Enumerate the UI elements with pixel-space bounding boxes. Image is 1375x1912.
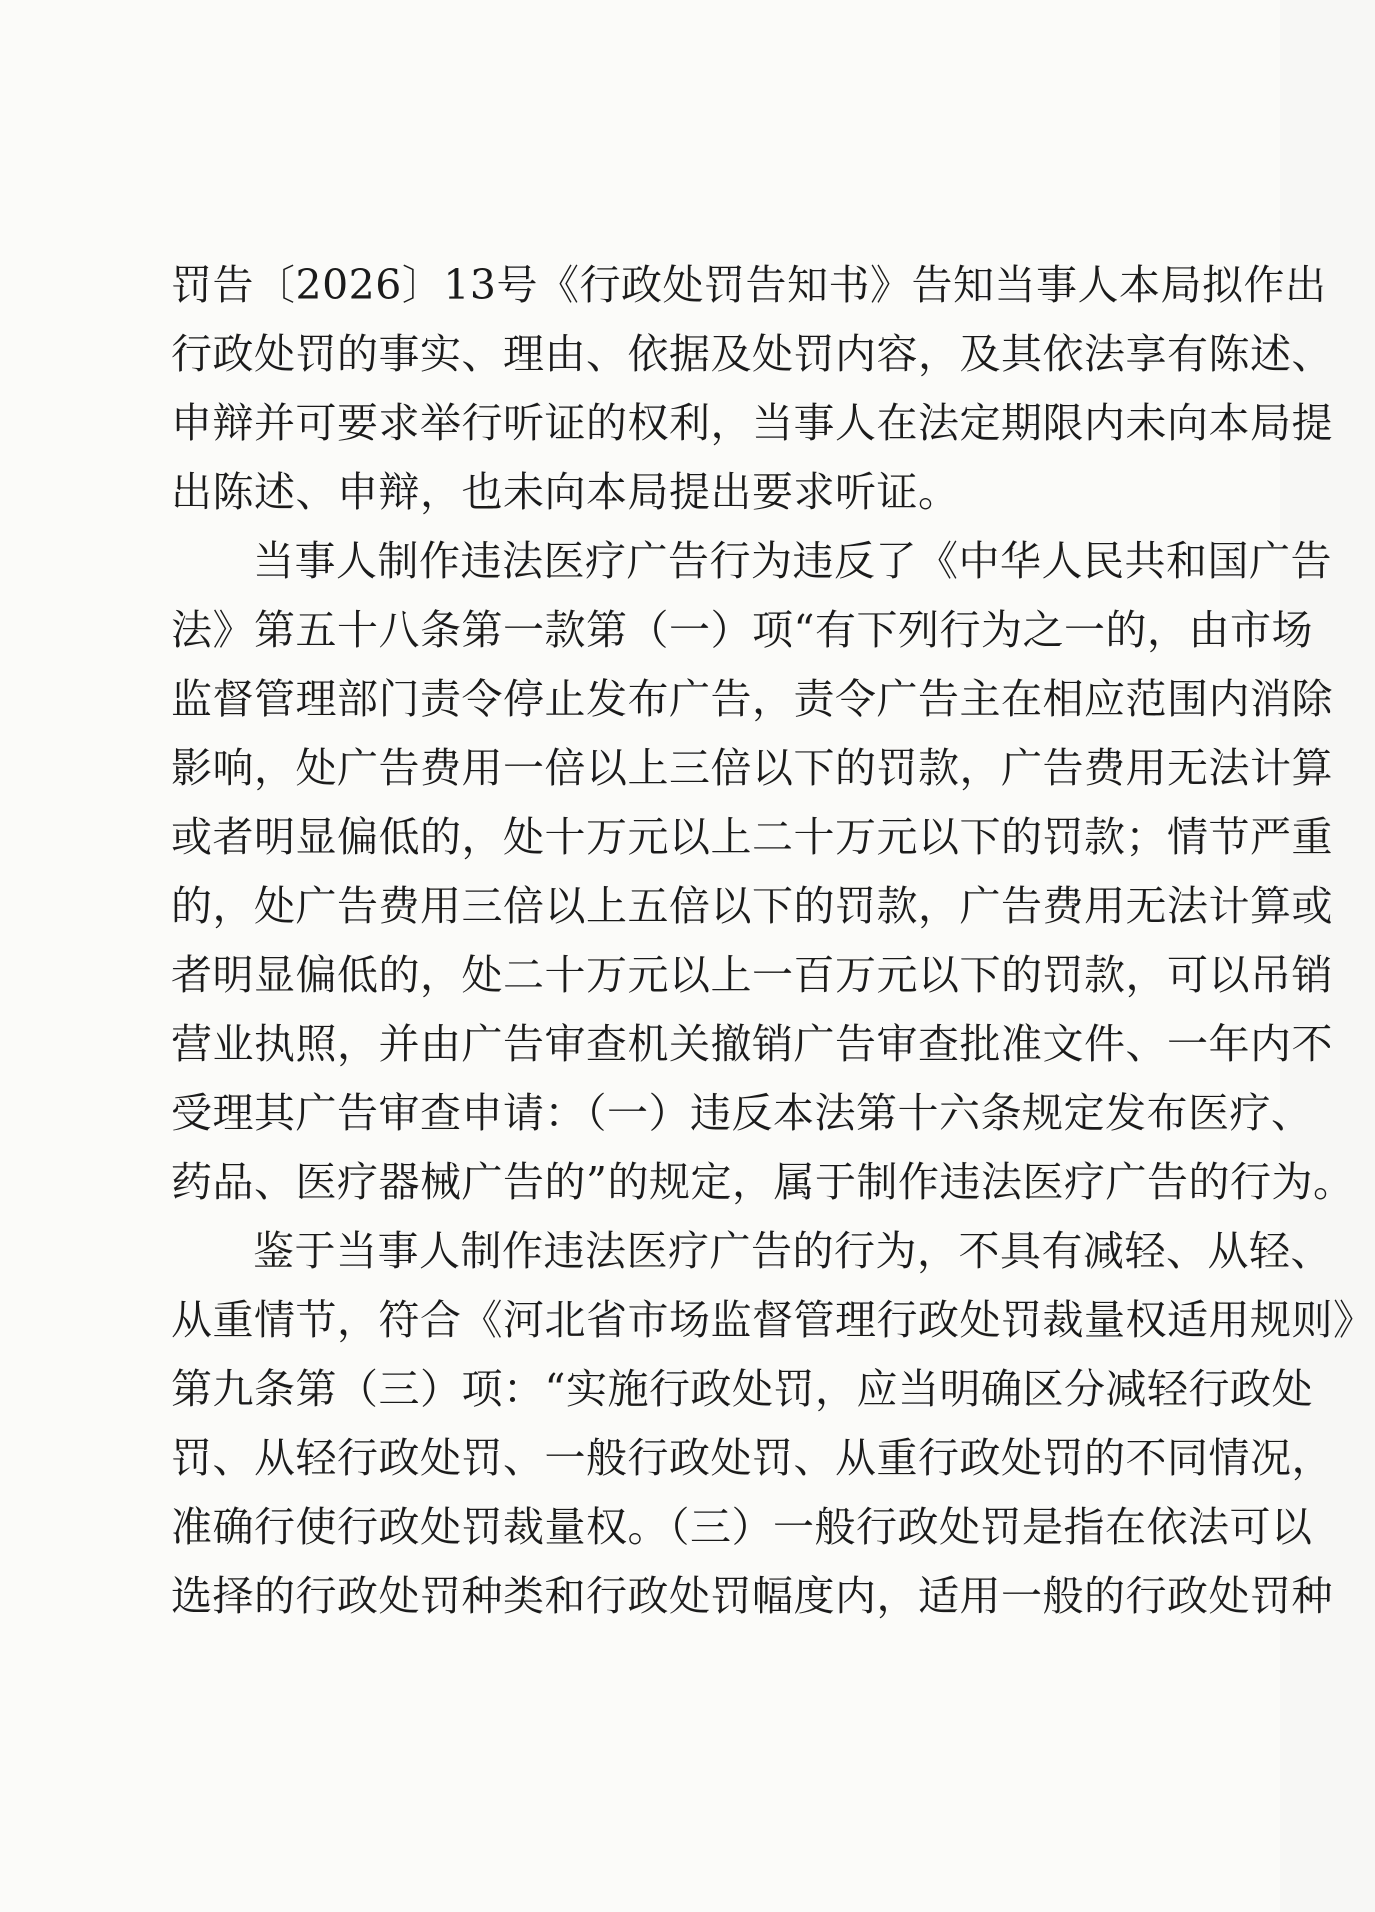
text-line: 选择的行政处罚种类和行政处罚幅度内，适用一般的行政处罚种: [171, 1572, 1333, 1620]
text-line: 影响，处广告费用一倍以上三倍以下的罚款，广告费用无法计算: [171, 744, 1333, 792]
text-line: 的，处广告费用三倍以上五倍以下的罚款，广告费用无法计算或: [171, 882, 1333, 930]
text-line: 行政处罚的事实、理由、依据及处罚内容，及其依法享有陈述、: [171, 330, 1333, 378]
paragraph-1: [171, 251, 1333, 527]
text-line: 当事人制作违法医疗广告行为违反了《中华人民共和国广告: [253, 537, 1332, 585]
text-line: 受理其广告审查申请：（一）违反本法第十六条规定发布医疗、: [171, 1089, 1313, 1137]
text-line: 鉴于当事人制作违法医疗广告的行为，不具有减轻、从轻、: [253, 1227, 1332, 1275]
paragraph-2: [171, 527, 1355, 1217]
text-line: 营业执照，并由广告审查机关撤销广告审查批准文件、一年内不: [171, 1020, 1333, 1068]
text-line: 监督管理部门责令停止发布广告，责令广告主在相应范围内消除: [171, 675, 1333, 723]
text-line: 罚、从轻行政处罚、一般行政处罚、从重行政处罚的不同情况，: [171, 1434, 1333, 1482]
document-body: [171, 251, 1375, 1631]
text-line: 出陈述、申辩，也未向本局提出要求听证。: [171, 468, 960, 516]
text-line: 第九条第（三）项：“实施行政处罚，应当明确区分减轻行政处: [171, 1365, 1313, 1413]
text-line: 者明显偏低的，处二十万元以上一百万元以下的罚款，可以吊销: [171, 951, 1333, 999]
text-line: 准确行使行政处罚裁量权。（三）一般行政处罚是指在依法可以: [171, 1503, 1313, 1551]
text-line: 申辩并可要求举行听证的权利，当事人在法定期限内未向本局提: [171, 399, 1333, 447]
text-line: 法》第五十八条第一款第（一）项“有下列行为之一的，由市场: [171, 606, 1313, 654]
text-line: 罚告〔2026〕13号《行政处罚告知书》告知当事人本局拟作出: [171, 261, 1327, 309]
paragraph-3: [171, 1217, 1375, 1631]
text-line: 从重情节，符合《河北省市场监督管理行政处罚裁量权适用规则》: [171, 1296, 1375, 1344]
text-line: 药品、医疗器械广告的”的规定，属于制作违法医疗广告的行为。: [171, 1158, 1355, 1206]
text-line: 或者明显偏低的，处十万元以上二十万元以下的罚款；情节严重: [171, 813, 1333, 861]
